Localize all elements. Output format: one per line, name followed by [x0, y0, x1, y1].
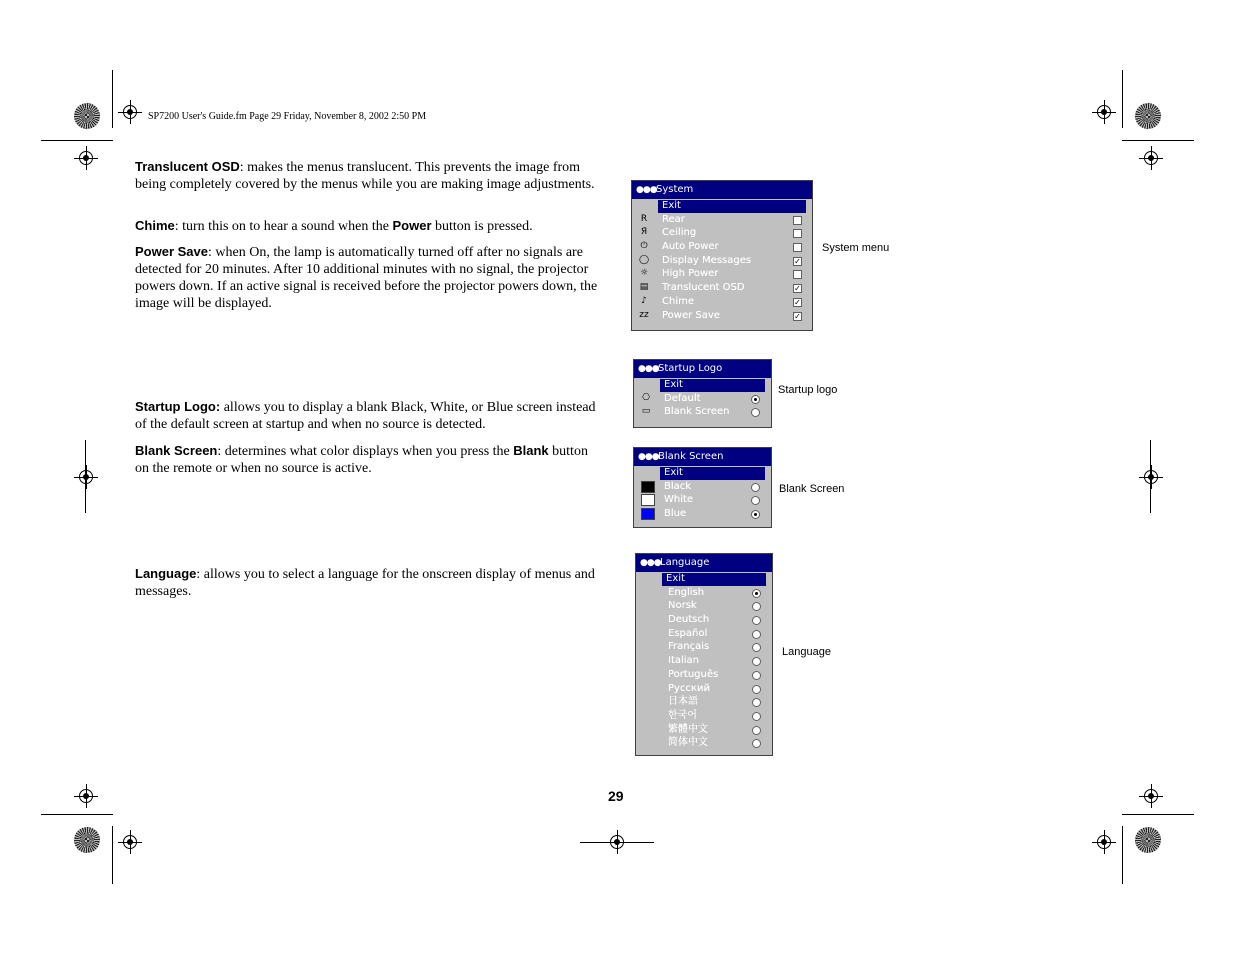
- menu-item[interactable]: [632, 254, 812, 268]
- menu-item-label: Português: [668, 668, 719, 680]
- term: Blank Screen: [135, 443, 218, 458]
- registration-target-icon: [79, 789, 93, 803]
- color-bar-starburst-icon: [74, 103, 100, 129]
- file-header: SP7200 User's Guide.fm Page 29 Friday, November 8, 2002 2:50 PM: [148, 111, 427, 122]
- menu-item[interactable]: [636, 640, 772, 654]
- registration-target-icon: [123, 835, 137, 849]
- checkbox[interactable]: ✓: [794, 284, 801, 294]
- radio-button[interactable]: [752, 685, 761, 694]
- paragraph-startup-logo: Startup Logo: allows you to display a blank Black, White, or Blue screen instead of the default screen at startup and when no source is detected.: [135, 399, 596, 432]
- radio-button[interactable]: [751, 510, 760, 519]
- registration-target-icon: [79, 151, 93, 165]
- crop-mark: [1122, 814, 1194, 815]
- menu-item-label: Power Save: [662, 309, 720, 321]
- menu-item[interactable]: [636, 709, 772, 723]
- color-swatch-icon: [641, 508, 655, 520]
- registration-target-icon: [1144, 470, 1158, 484]
- menu-item[interactable]: [636, 736, 772, 750]
- menu-item-label: Español: [668, 627, 708, 639]
- blank-screen-icon: ▭: [641, 406, 651, 417]
- menu-title-bar: [634, 360, 771, 378]
- menu-item-label: Chime: [662, 295, 694, 307]
- registration-target-icon: [1097, 835, 1111, 849]
- menu-item-label: English: [668, 586, 705, 598]
- menu-item-label: 简体中文: [668, 737, 708, 749]
- crop-mark: [1122, 70, 1123, 128]
- paragraph-chime: Chime: turn this on to hear a sound when the Power button is pressed.: [135, 218, 533, 234]
- paragraph-blank-screen: Blank Screen: determines what color displays when you press the Blank button on the remote or when no source is active.: [135, 443, 588, 476]
- menu-item[interactable]: [634, 507, 771, 521]
- translucent-osd-icon: ▤: [639, 282, 649, 293]
- menu-item-label: Default: [664, 392, 701, 404]
- menu-item[interactable]: [632, 295, 812, 309]
- menu-item[interactable]: [636, 586, 772, 600]
- registration-target-icon: [1144, 789, 1158, 803]
- menu-item-label: Rear: [662, 213, 685, 225]
- caption-startup-logo: Startup logo: [778, 384, 838, 396]
- menu-item[interactable]: [632, 226, 812, 240]
- system-menu: [631, 180, 813, 331]
- term: Translucent OSD: [135, 159, 240, 174]
- menu-dots-icon: ●●●: [640, 558, 661, 568]
- menu-item-label: Русский: [668, 682, 710, 694]
- menu-item[interactable]: [634, 480, 771, 494]
- menu-item-label: Français: [668, 641, 710, 653]
- menu-item[interactable]: [634, 405, 771, 419]
- menu-title: System: [656, 184, 694, 195]
- menu-dots-icon: ●●●: [638, 364, 659, 374]
- menu-dots-icon: ●●●: [636, 185, 657, 195]
- radio-button[interactable]: [752, 712, 761, 721]
- radio-button[interactable]: [752, 616, 761, 625]
- color-bar-starburst-icon: [74, 827, 100, 853]
- menu-exit-item[interactable]: Exit: [634, 466, 771, 480]
- registration-target-icon: [1097, 105, 1111, 119]
- menu-item-label: Norsk: [668, 600, 697, 612]
- menu-item[interactable]: [636, 599, 772, 613]
- paragraph-translucent-osd: Translucent OSD: makes the menus translucent. This prevents the image from being completely covered by the menus while you are making image adjustments.: [135, 159, 595, 192]
- menu-item[interactable]: [636, 723, 772, 737]
- radio-button[interactable]: [752, 643, 761, 652]
- color-swatch-icon: [641, 494, 655, 506]
- radio-button[interactable]: [752, 630, 761, 639]
- color-bar-starburst-icon: [1135, 103, 1161, 129]
- menu-item-label: Ceiling: [662, 227, 697, 239]
- radio-button[interactable]: [752, 671, 761, 680]
- lamp-icon: ☼: [639, 268, 649, 279]
- menu-item[interactable]: [636, 668, 772, 682]
- menu-item[interactable]: [632, 267, 812, 281]
- crop-mark: [41, 814, 113, 815]
- menu-dots-icon: ●●●: [638, 452, 659, 462]
- radio-button[interactable]: [752, 698, 761, 707]
- menu-item[interactable]: [634, 493, 771, 507]
- checkbox[interactable]: [793, 229, 802, 238]
- menu-item[interactable]: [632, 240, 812, 254]
- menu-item[interactable]: [632, 309, 812, 323]
- registration-target-icon: [123, 105, 137, 119]
- chime-icon: ♪: [641, 295, 647, 306]
- rear-projection-icon: R: [640, 213, 648, 224]
- menu-title-bar: [632, 181, 812, 199]
- menu-item[interactable]: [632, 213, 812, 227]
- menu-title: Startup Logo: [658, 363, 723, 374]
- crop-mark: [1122, 140, 1194, 141]
- radio-button[interactable]: [752, 589, 761, 598]
- radio-button[interactable]: [752, 726, 761, 735]
- menu-item-label: 繁體中文: [668, 723, 708, 735]
- menu-item-label: Blank Screen: [664, 406, 730, 418]
- radio-button[interactable]: [752, 739, 761, 748]
- radio-button[interactable]: [751, 408, 760, 417]
- crop-mark: [580, 842, 654, 843]
- paragraph-power-save: Power Save: when On, the lamp is automatically turned off after no signals are detected for 20 minutes. After 10 additional minutes with no signal, the projector powers down. If an active signal is received before the projector powers down, the image will be displayed.: [135, 244, 598, 311]
- term: Chime: [135, 218, 175, 233]
- menu-item-label: Blue: [664, 508, 687, 520]
- checkbox[interactable]: ✓: [794, 311, 801, 321]
- menu-item-label: 한국어: [668, 709, 697, 721]
- language-menu: [635, 553, 773, 756]
- auto-power-icon: ⏻: [640, 241, 648, 252]
- menu-item-label: White: [664, 494, 694, 506]
- radio-button[interactable]: [752, 602, 761, 611]
- checkbox[interactable]: ✓: [794, 256, 801, 266]
- menu-item[interactable]: [636, 627, 772, 641]
- registration-target-icon: [79, 470, 93, 484]
- term: Startup Logo:: [135, 399, 221, 414]
- menu-item-label: Display Messages: [662, 254, 752, 266]
- crop-mark: [1150, 440, 1151, 513]
- checkbox[interactable]: [793, 243, 802, 252]
- page-number: 29: [608, 788, 624, 804]
- menu-item-label: 日本語: [668, 696, 698, 708]
- menu-item[interactable]: [636, 682, 772, 696]
- radio-button[interactable]: [752, 657, 761, 666]
- radio-button[interactable]: [751, 496, 760, 505]
- checkbox[interactable]: ✓: [794, 297, 801, 307]
- menu-item-label: Auto Power: [662, 241, 719, 253]
- crop-mark: [41, 140, 113, 141]
- menu-item-label: Italian: [668, 655, 700, 667]
- crop-mark: [112, 826, 113, 884]
- term: Power Save: [135, 244, 208, 259]
- caption-blank-screen: Blank Screen: [779, 483, 845, 495]
- startup-logo-menu: [633, 359, 772, 428]
- menu-item-label: Deutsch: [668, 614, 710, 626]
- checkbox[interactable]: [793, 270, 802, 279]
- menu-exit-item[interactable]: Exit: [632, 199, 812, 213]
- paragraph-language: Language: allows you to select a language for the onscreen display of menus and messages.: [135, 566, 595, 599]
- menu-item-label: High Power: [662, 268, 719, 280]
- caption-system-menu: System menu: [822, 242, 890, 254]
- color-bar-starburst-icon: [1135, 827, 1161, 853]
- menu-item[interactable]: [636, 695, 772, 709]
- menu-title: Blank Screen: [658, 451, 724, 462]
- registration-target-icon: [1144, 151, 1158, 165]
- power-save-icon: zz: [639, 309, 649, 320]
- term: Language: [135, 566, 197, 581]
- logo-icon: ⎔: [642, 392, 650, 403]
- radio-button[interactable]: [751, 483, 760, 492]
- blank-screen-menu: [633, 447, 772, 528]
- menu-title-bar: [636, 554, 772, 572]
- menu-exit-item[interactable]: Exit: [636, 572, 772, 586]
- crop-mark: [85, 440, 86, 513]
- menu-item-label: Translucent OSD: [662, 282, 745, 294]
- crop-mark: [112, 70, 113, 128]
- menu-item[interactable]: [632, 281, 812, 295]
- ceiling-mount-icon: Я: [640, 227, 648, 238]
- radio-button[interactable]: [751, 395, 760, 404]
- color-swatch-icon: [641, 481, 655, 493]
- caption-language: Language: [782, 646, 831, 658]
- menu-item[interactable]: [636, 613, 772, 627]
- menu-exit-item[interactable]: Exit: [634, 378, 771, 392]
- menu-item[interactable]: [634, 392, 771, 406]
- checkbox[interactable]: [793, 216, 802, 225]
- crop-mark: [1122, 826, 1123, 884]
- menu-title: Language: [660, 557, 710, 568]
- menu-item[interactable]: [636, 654, 772, 668]
- menu-item-label: Black: [664, 480, 692, 492]
- menu-title-bar: [634, 448, 771, 466]
- display-messages-icon: ◯: [638, 254, 650, 265]
